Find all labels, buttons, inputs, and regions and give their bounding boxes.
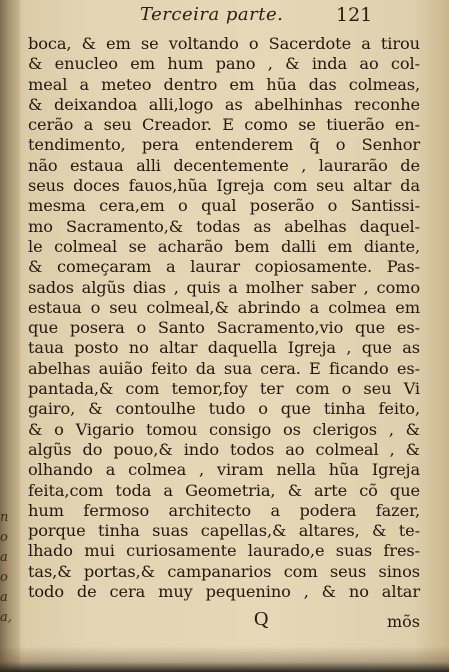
adjacent-page-margin-text (0, 508, 14, 628)
page-footer (28, 608, 420, 631)
signature-mark: Q (254, 608, 269, 630)
running-title: Terceira parte. (140, 4, 284, 25)
text-line: olhando a colmea , viram nella hũa Igreja (28, 460, 420, 480)
text-line: pantada,& com temor,foy ter com o seu Vi (28, 379, 420, 399)
page-bottom-shadow (0, 646, 449, 672)
text-line: mo Sacramento,& todas as abelhas daquel- (28, 216, 420, 236)
text-line: todo de cera muy pequenino , & no altar (28, 582, 420, 602)
text-line: mesma cera,em o qual poserão o Santissi- (28, 196, 420, 216)
margin-fragment: a (0, 590, 8, 605)
text-line: lhado mui curiosamente laurado,e suas fres- (28, 541, 420, 561)
catchword: mõs (386, 612, 420, 631)
text-line: & começaram a laurar copiosamente. Pas- (28, 257, 420, 277)
text-line: tendimento, pera entenderem q̃ o Senhor (28, 135, 420, 155)
text-line: boca, & em se voltando o Sacerdote a tirou (28, 34, 420, 53)
text-line: algũs do pouo,& indo todos ao colmeal , & (28, 439, 420, 459)
text-line: & deixandoa alli,logo as abelhinhas reconhe (28, 94, 420, 114)
margin-fragment: o (0, 570, 8, 585)
text-line: que posera o Santo Sacramento,vio que es- (28, 318, 420, 338)
text-line: estaua o seu colmeal,& abrindo a colmea em (28, 297, 420, 317)
page-number: 121 (336, 4, 373, 26)
text-line: gairo, & contoulhe tudo o que tinha feito, (28, 399, 420, 419)
text-line: seus doces fauos,hũa Igreja com seu altar da (28, 176, 420, 196)
margin-fragment: n (0, 510, 9, 525)
text-line: abelhas auião feito da sua cera. E ficando es- (28, 358, 420, 378)
text-line: taua posto no altar daquella Igreja , que as (28, 338, 420, 358)
text-line: sados algũs dias , quis a molher saber , como (28, 277, 420, 297)
body-text (28, 34, 420, 602)
text-line: tas,& portas,& campanarios com seus sinos (28, 561, 420, 581)
text-line: cerão a seu Creador. E como se tiuerão en- (28, 115, 420, 135)
text-line: não estaua alli decentemente , laurarão de (28, 155, 420, 175)
margin-fragment: o (0, 530, 8, 545)
margin-fragment: a, (0, 610, 12, 625)
text-line: meal a meteo dentro em hũa das colmeas, (28, 74, 420, 94)
text-line: le colmeal se acharão bem dalli em diante, (28, 236, 420, 256)
margin-fragment: a (0, 550, 8, 565)
text-line: feita,com toda a Geometria, & arte cõ que (28, 480, 420, 500)
text-line: & o Vigario tomou consigo os clerigos , & (28, 419, 420, 439)
text-line: & enucleo em hum pano , & inda ao col- (28, 54, 420, 74)
page-header (0, 4, 449, 34)
text-line: porque tinha suas capellas,& altares, & te- (28, 521, 420, 541)
text-line: hum fermoso architecto a podera fazer, (28, 500, 420, 520)
